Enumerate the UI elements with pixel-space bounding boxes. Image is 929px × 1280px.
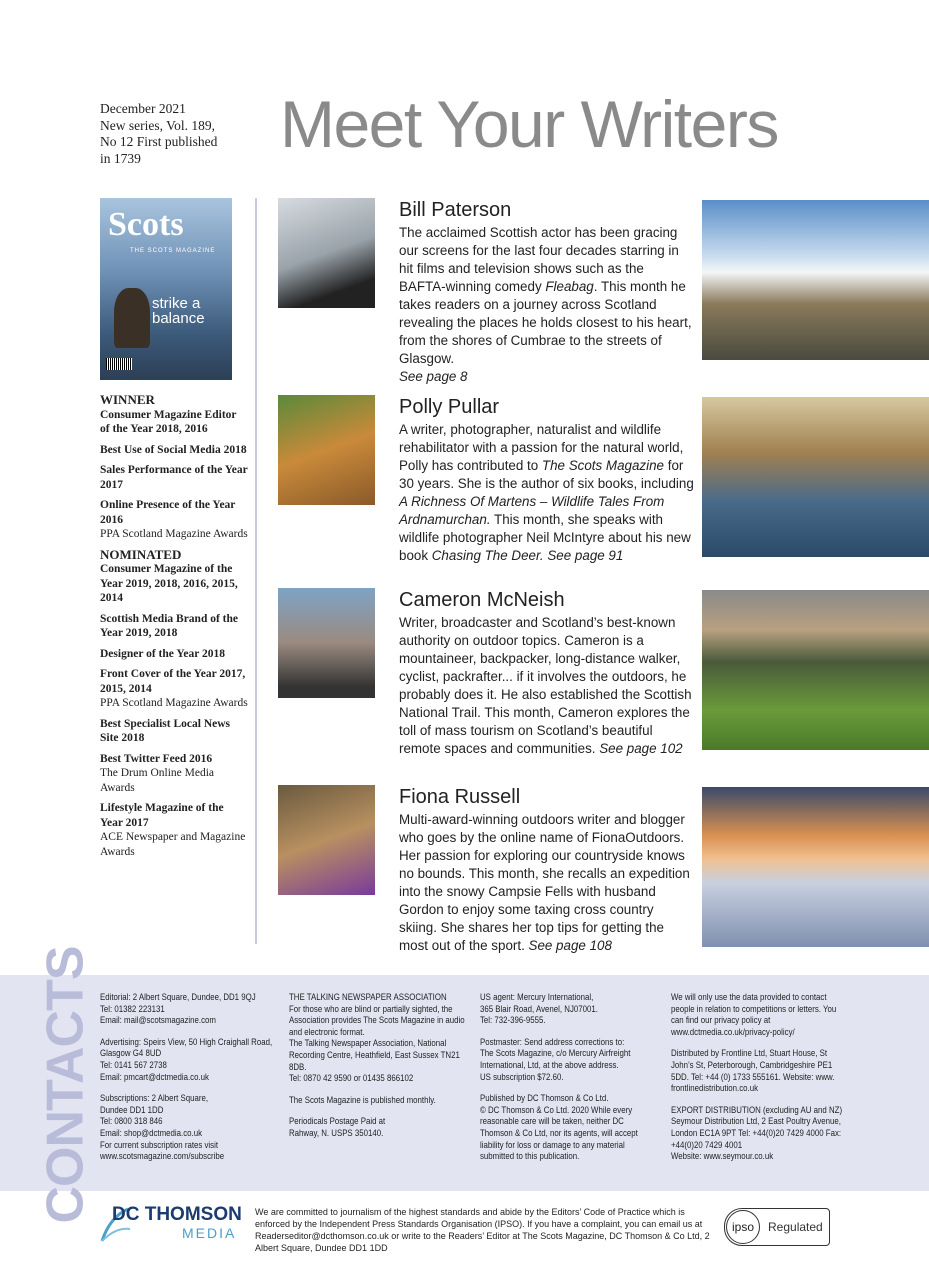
contact-paragraph: The Scots Magazine is published monthly. xyxy=(289,1094,436,1106)
contact-paragraph: EXPORT DISTRIBUTION (excluding AU and NZ) Seymour Distribution Ltd, 2 East Poultry Avenue, London EC1A 9PT Tel: +44(0)20 7429 4000 Fax: +44(0)20 7429 4001 Website: www.seymour.co.uk xyxy=(671,1104,843,1163)
award-item xyxy=(100,647,248,662)
contact-paragraph: Published by DC Thomson & Co Ltd. © DC Thomson & Co Ltd. 2020 While every reasonable care will be taken, neither DC Thomson & Co Ltd, nor its agents, will accept liability for loss or damage to any material submitted to this publication. xyxy=(480,1093,638,1163)
logo-subtext: MEDIA xyxy=(182,1225,237,1241)
writer-portrait xyxy=(278,785,375,895)
award-item xyxy=(100,667,248,711)
article-photo xyxy=(702,397,929,557)
award-item xyxy=(100,498,248,542)
cover-subtitle: THE SCOTS MAGAZINE xyxy=(130,248,216,254)
ipso-statement: We are committed to journalism of the highest standards and abide by the Editors’ Code of Practice which is enforced by the Independent Press Standards Organisation (IPSO). If you have a complaint, you can email us at Readerseditor@dcthomson.co.uk or write to the Readers’ Editor at The Scots Magazine, DC Thomson & Co Ltd, 2 Albert Square, Dundee DD1 1DD xyxy=(255,1207,710,1253)
article-photo xyxy=(702,590,929,750)
writer-name: Fiona Russell xyxy=(399,786,521,808)
award-title: Consumer Magazine Editor of the Year 2018, 2016 xyxy=(100,408,237,435)
page-title: Meet Your Writers xyxy=(280,87,778,161)
award-item xyxy=(100,393,248,437)
award-heading: WINNER xyxy=(100,392,155,407)
award-title: Designer of the Year 2018 xyxy=(100,647,225,660)
issue-line: December 2021 xyxy=(100,101,186,116)
award-item xyxy=(100,548,248,606)
award-body: PPA Scotland Magazine Awards xyxy=(100,528,248,540)
bio-text: for 30 years. She is the author of six books, including xyxy=(399,458,694,491)
article-photo xyxy=(702,787,929,947)
issue-line: New series, Vol. 189, xyxy=(100,117,215,133)
dc-thomson-logo xyxy=(100,1205,240,1241)
stag-figure xyxy=(114,288,150,348)
issue-line: in 1739 xyxy=(100,150,141,166)
contact-paragraph: Periodicals Postage Paid at Rahway, N. USPS 350140. xyxy=(289,1116,386,1139)
bio-text: Multi-award-winning outdoors writer and blogger who goes by the online name of FionaOutdoors. Her passion for exploring our countryside knows no bounds. This month, she recalls an expedition into the snowy Campsie Fells with husband Gordon to enjoy some taxing cross country skiing. She shares her top tips for getting the most out of the sport. xyxy=(399,812,690,953)
bio-emphasis: The Scots Magazine xyxy=(541,458,664,473)
writer-name: Bill Paterson xyxy=(399,199,512,221)
bio-text: Writer, broadcaster and Scotland’s best-known authority on outdoor topics. Cameron is a mountaineer, backpacker, long-distance walker, cyclist, packrafter... if it involves the outdoors, he probably does it. He also established the Scottish National Trail. This month, Cameron explores the toll of mass tourism on Scotland’s beautiful remote spaces and communities. xyxy=(399,615,692,756)
contact-paragraph: Advertising: Speirs View, 50 High Craighall Road, Glasgow G4 8UD Tel: 0141 567 2738 Email: pmcart@dctmedia.co.uk xyxy=(100,1036,273,1083)
issue-info xyxy=(100,101,217,167)
award-body: The Drum Online Media Awards xyxy=(100,767,215,794)
contacts-column xyxy=(480,992,656,1173)
writer-bio xyxy=(399,614,694,758)
bio-text: . This month he takes readers on a journey across Scotland revealing the places he holds closest to his heart, from the shores of Cumbrae to the streets of Glasgow. xyxy=(399,279,692,366)
contacts-label xyxy=(36,946,95,1224)
contact-paragraph: Postmaster: Send address corrections to: The Scots Magazine, c/o Mercury Airfreight International, Ltd, at the above address. US subscription $72.60. xyxy=(480,1036,631,1083)
writer-portrait xyxy=(278,198,375,308)
contacts-label-text: CONTACTS xyxy=(36,946,95,1224)
award-heading: NOMINATED xyxy=(100,546,182,562)
award-item xyxy=(100,443,248,458)
writer-name: Cameron McNeish xyxy=(399,589,565,611)
contact-paragraph: Distributed by Frontline Ltd, Stuart House, St John’s St, Peterborough, Cambridgeshire PE1 5DD. Tel: +44 (0) 1733 555161. Website: www. frontlinedistribution.co.uk xyxy=(671,1048,835,1095)
contact-paragraph: THE TALKING NEWSPAPER ASSOCIATION For those who are blind or partially sighted, the Association provides The Scots Magazine in audio and electronic format. The Talking Newspaper Association, National Recording Centre, Heathfield, East Sussex TN21 8DB. Tel: 0870 42 9590 or 01435 866102 xyxy=(289,992,465,1085)
bio-text: The acclaimed Scottish actor has been gracing our screens for the last four decades starring in hit films and television shows such as the BAFTA-winning comedy xyxy=(399,225,679,294)
ipso-label: Regulated xyxy=(768,1220,823,1234)
cover-masthead: Scots xyxy=(108,206,184,243)
ipso-mark: ipso xyxy=(726,1210,760,1244)
magazine-cover-image xyxy=(100,198,232,380)
writer-portrait xyxy=(278,588,375,698)
award-body: PPA Scotland Magazine Awards xyxy=(100,697,248,709)
award-title: Online Presence of the Year 2016 xyxy=(100,499,236,526)
contact-paragraph: US agent: Mercury International, 365 Blair Road, Avenel, NJ07001. Tel: 732-396-9555. xyxy=(480,992,598,1027)
contact-paragraph: Editorial: 2 Albert Square, Dundee, DD1 9QJ Tel: 01382 223131 Email: mail@scotsmagazine.com xyxy=(100,992,256,1027)
award-title: Sales Performance of the Year 2017 xyxy=(100,464,248,491)
award-title: Scottish Media Brand of the Year 2019, 2018 xyxy=(100,612,238,639)
bio-emphasis: See page 8 xyxy=(399,369,468,384)
cover-headline: strike a balance xyxy=(152,295,205,327)
contact-paragraph: Subscriptions: 2 Albert Square, Dundee DD1 1DD Tel: 0800 318 846 Email: shop@dctmedia.co.uk For current subscription rates visit www.scotsmagazine.com/subscribe xyxy=(100,1093,225,1163)
award-title: Lifestyle Magazine of the Year 2017 xyxy=(100,802,224,829)
award-title: Best Specialist Local News Site 2018 xyxy=(100,717,231,744)
bio-emphasis: Chasing The Deer. See page 91 xyxy=(431,548,624,563)
article-photo xyxy=(702,200,929,360)
contacts-column xyxy=(289,992,465,1150)
award-item xyxy=(100,717,248,746)
bio-text: This month, she speaks with wildlife photographer Neil McIntyre about his new book xyxy=(399,512,691,563)
award-item xyxy=(100,752,248,796)
writer-bio xyxy=(399,224,694,386)
writer-name: Polly Pullar xyxy=(399,396,500,418)
contact-paragraph: We will only use the data provided to contact people in relation to competitions or letters. You can find our privacy policy at www.dctmedia.co.uk/privacy-policy/ xyxy=(671,992,837,1038)
award-item xyxy=(100,463,248,492)
bio-emphasis: Fleabag xyxy=(545,279,594,294)
bio-emphasis: A Richness Of Martens – Wildlife Tales From Ardnamurchan. xyxy=(399,494,665,527)
award-item xyxy=(100,801,248,859)
issue-line: No 12 First published xyxy=(100,134,218,149)
contacts-column xyxy=(100,992,276,1173)
logo-text: DC THOMSON xyxy=(112,1204,242,1225)
writer-portrait xyxy=(278,395,375,505)
award-title: Front Cover of the Year 2017, 2015, 2014 xyxy=(100,668,246,695)
bio-text: A writer, photographer, naturalist and wildlife rehabilitator with a passion for the natural world, Polly has contributed to xyxy=(399,422,684,473)
bio-emphasis: See page 108 xyxy=(528,938,612,953)
award-title: Best Use of Social Media 2018 xyxy=(100,443,247,456)
contacts-column xyxy=(671,992,847,1173)
award-body: ACE Newspaper and Magazine Awards xyxy=(100,831,246,858)
column-divider xyxy=(255,198,257,944)
barcode-icon xyxy=(106,358,132,370)
award-title: Consumer Magazine of the Year 2019, 2018, 2016, 2015, 2014 xyxy=(100,563,238,604)
writer-bio xyxy=(399,421,694,565)
bio-emphasis: See page 102 xyxy=(599,741,683,756)
writer-bio xyxy=(399,811,694,955)
awards-list xyxy=(100,393,248,865)
award-title: Best Twitter Feed 2016 xyxy=(100,752,213,765)
award-item xyxy=(100,612,248,641)
ipso-regulated-badge xyxy=(724,1208,830,1246)
